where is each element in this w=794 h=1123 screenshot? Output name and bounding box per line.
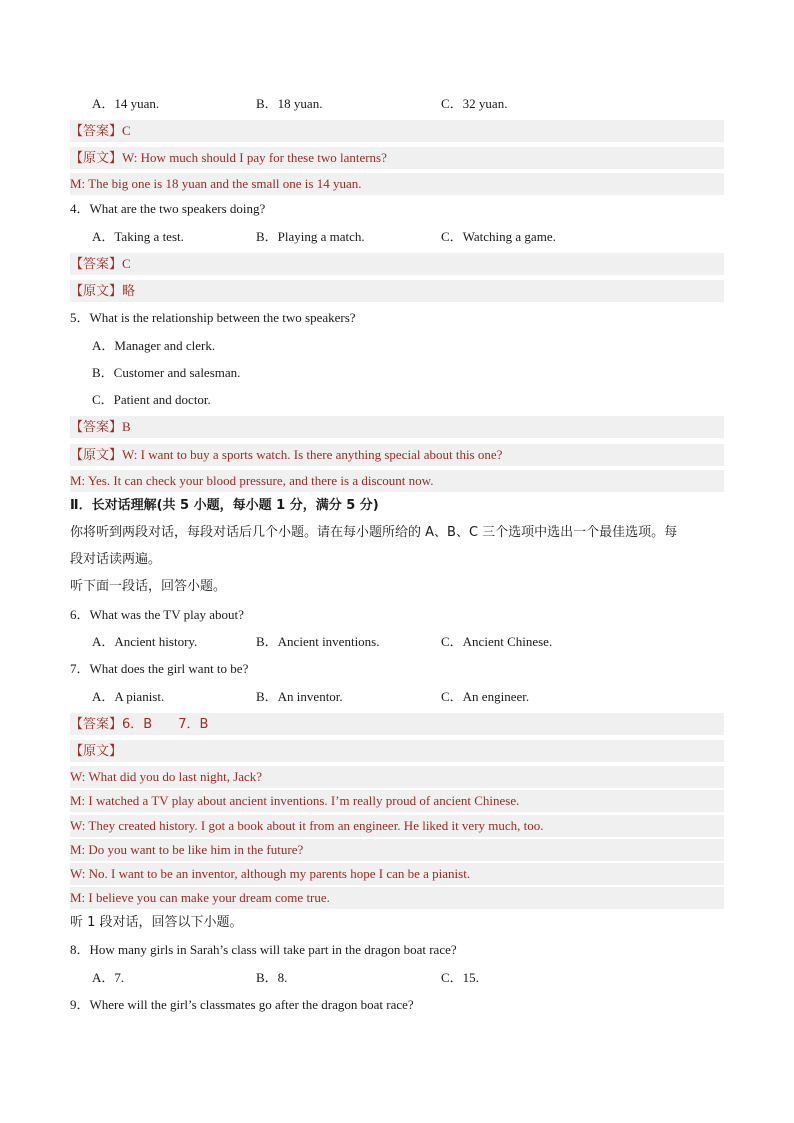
q6-7-answer-row xyxy=(70,713,724,735)
transcript-tag: 【原文】 xyxy=(70,744,123,759)
q5-transcript-line-2: M: Yes. It can check your blood pressure, and there is a discount now. xyxy=(70,470,724,492)
q6-option-c: C．Ancient Chinese. xyxy=(441,634,553,649)
q8-question: 8．How many girls in Sarah’s class will take part in the dragon boat race? xyxy=(70,942,457,957)
q3-option-a: A．14 yuan. xyxy=(92,96,160,111)
answer-tag: 【答案】 xyxy=(70,420,123,435)
q8-option-c: C．15. xyxy=(441,970,479,985)
answer-tag: 【答案】 xyxy=(70,717,123,732)
q4-answer: C xyxy=(122,256,131,271)
q5-question: 5．What is the relationship between the two speakers? xyxy=(70,310,356,325)
q3-option-b: B．18 yuan. xyxy=(256,96,323,111)
q6-7-transcript-line-2: M: I watched a TV play about ancient inventions. I’m really proud of ancient Chinese. xyxy=(70,790,724,812)
transcript-tag: 【原文】 xyxy=(70,151,123,166)
q4-transcript-row xyxy=(70,280,724,302)
q4-transcript: 略 xyxy=(122,284,136,299)
q5-answer: B xyxy=(122,419,131,434)
q8-option-a: A．7. xyxy=(92,970,125,985)
q6-option-b: B．Ancient inventions. xyxy=(256,634,380,649)
q5-answer-row xyxy=(70,416,724,438)
transcript-tag: 【原文】 xyxy=(70,284,123,299)
q3-transcript-row xyxy=(70,147,724,169)
q7-option-c: C．An engineer. xyxy=(441,689,530,704)
q3-option-c: C．32 yuan. xyxy=(441,96,508,111)
q5-transcript-line-1: W: I want to buy a sports watch. Is there anything special about this one? xyxy=(122,447,503,462)
section-heading: Ⅱ．长对话理解(共 5 小题，每小题 1 分，满分 5 分) xyxy=(70,498,379,513)
q7-question: 7．What does the girl want to be? xyxy=(70,661,249,676)
q6-7-transcript-line-5: W: No. I want to be an inventor, although my parents hope I can be a pianist. xyxy=(70,863,724,885)
q5-transcript-row xyxy=(70,444,724,466)
dialog1-intro: 听下面一段话，回答小题。 xyxy=(70,579,227,594)
q6-7-transcript-line-6: M: I believe you can make your dream come true. xyxy=(70,887,724,909)
q4-option-b: B．Playing a match. xyxy=(256,229,365,244)
answer-tag: 【答案】 xyxy=(70,257,123,272)
q5-option-b: B．Customer and salesman. xyxy=(92,365,241,380)
q5-option-a: A．Manager and clerk. xyxy=(92,338,216,353)
transcript-tag: 【原文】 xyxy=(70,448,123,463)
q5-option-c: C．Patient and doctor. xyxy=(92,392,211,407)
q6-7-transcript-line-4: M: Do you want to be like him in the future? xyxy=(70,839,724,861)
q6-option-a: A．Ancient history. xyxy=(92,634,198,649)
q7-option-a: A．A pianist. xyxy=(92,689,165,704)
q6-7-answer: 6．B 7．B xyxy=(122,717,209,732)
q3-answer-row xyxy=(70,120,724,142)
q4-answer-row xyxy=(70,253,724,275)
q7-option-b: B．An inventor. xyxy=(256,689,343,704)
q9-question: 9．Where will the girl’s classmates go after the dragon boat race? xyxy=(70,997,414,1012)
q6-7-transcript-line-1: W: What did you do last night, Jack? xyxy=(70,766,724,788)
q3-transcript-line-2: M: The big one is 18 yuan and the small one is 14 yuan. xyxy=(70,173,724,195)
q6-7-transcript-row xyxy=(70,740,724,762)
q3-answer: C xyxy=(122,123,131,138)
section-instructions-line-1: 你将听到两段对话，每段对话后几个小题。请在每小题所给的 A、B、C 三个选项中选出一个最佳选项。每 xyxy=(70,525,678,540)
answer-tag: 【答案】 xyxy=(70,124,123,139)
q4-option-c: C．Watching a game. xyxy=(441,229,556,244)
dialog2-intro: 听 1 段对话，回答以下小题。 xyxy=(70,915,243,930)
q6-7-transcript-line-3: W: They created history. I got a book about it from an engineer. He liked it very much, too. xyxy=(70,815,724,837)
q8-option-b: B．8. xyxy=(256,970,288,985)
q6-question: 6．What was the TV play about? xyxy=(70,607,244,622)
q4-question: 4．What are the two speakers doing? xyxy=(70,201,266,216)
q4-option-a: A．Taking a test. xyxy=(92,229,184,244)
q3-transcript-line-1: W: How much should I pay for these two lanterns? xyxy=(122,150,387,165)
section-instructions-line-2: 段对话读两遍。 xyxy=(70,552,162,567)
